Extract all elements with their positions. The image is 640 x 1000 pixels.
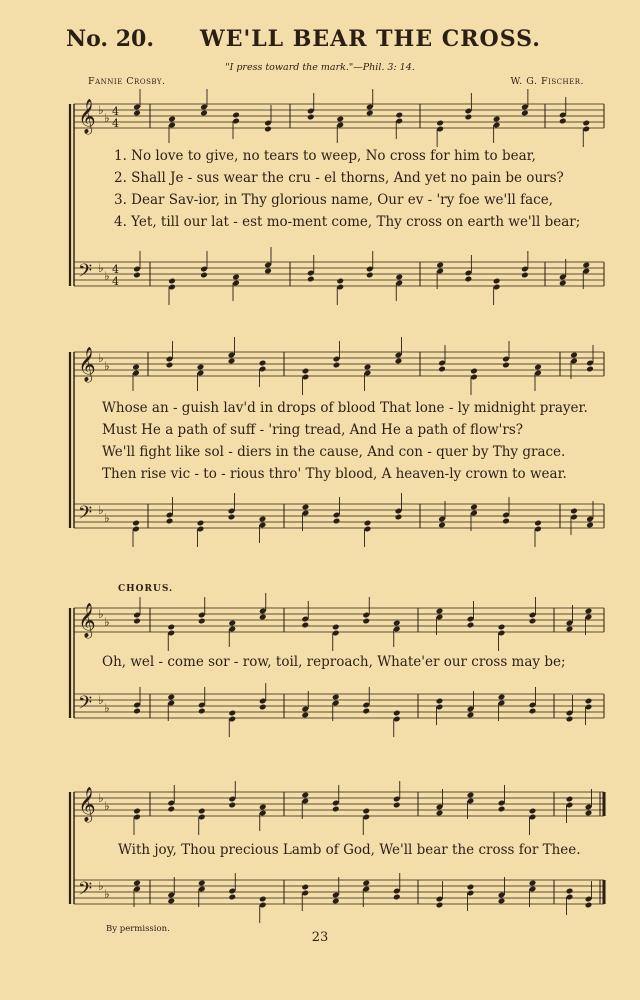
system-3-bass-notehead	[301, 712, 309, 719]
system-1-treble-notehead	[395, 112, 403, 119]
system-1-treble-notehead	[264, 126, 272, 133]
system-2-treble-notehead	[586, 366, 594, 373]
epigraph: "I press toward the mark."—Phil. 3: 14.	[225, 62, 415, 73]
time-sig: 4	[112, 105, 119, 118]
system-1-bass-notehead	[521, 272, 529, 279]
system-3-key-flat: ♭	[98, 693, 104, 707]
system-4-bass-notehead	[259, 896, 267, 903]
system-4-key-flat: ♭	[104, 799, 110, 813]
system-1-bass-notehead	[133, 272, 141, 279]
system-1-key-flat: ♭	[104, 269, 110, 283]
system-2-bass-notehead	[302, 504, 310, 511]
system-3-treble-notehead	[362, 618, 370, 625]
system-1-treble-clef: 𝄞	[78, 99, 96, 134]
system-4-treble-clef: 𝄞	[78, 787, 96, 822]
time-sig: 4	[112, 263, 119, 276]
verse-3-line-2: We'll fight like sol - diers in the cause, And con - quer by Thy grace.	[102, 444, 566, 460]
system-1-bass-notehead	[307, 276, 315, 283]
system-1-key-flat: ♭	[104, 111, 110, 125]
system-3-key-flat: ♭	[98, 607, 104, 621]
system-2-bass-notehead	[259, 516, 267, 523]
system-4-bass-notehead	[529, 880, 537, 887]
system-4-treble-notehead	[467, 792, 475, 799]
system-1-treble-notehead	[232, 112, 240, 119]
system-3-treble-notehead	[498, 624, 506, 631]
system-3-key-flat: ♭	[104, 615, 110, 629]
system-2-treble-notehead	[395, 358, 403, 365]
system-4-treble-notehead	[301, 792, 309, 799]
verse-4-line-2: Then rise vic - to - rious thro' Thy blood, A heaven-ly crown to wear.	[102, 466, 567, 482]
system-3-treble-notehead	[332, 624, 340, 631]
system-1-treble-notehead	[133, 110, 141, 117]
system-1-treble-notehead	[436, 120, 444, 127]
system-2-bass-notehead	[132, 520, 140, 527]
system-2-treble-notehead	[259, 360, 267, 367]
system-4-treble-notehead	[167, 806, 175, 813]
system-2-bass-notehead	[395, 514, 403, 521]
system-1-bass-notehead	[582, 262, 590, 269]
system-3-bass-notehead	[362, 708, 370, 715]
system-2-treble-notehead	[132, 364, 140, 371]
system-2-bass-notehead	[364, 520, 372, 527]
hymn-title: WE'LL BEAR THE CROSS.	[200, 26, 541, 52]
system-3-treble-notehead	[259, 614, 267, 621]
system-2-bass-notehead	[438, 522, 446, 529]
system-1-bass-notehead	[232, 274, 240, 281]
system-1-treble-notehead	[521, 110, 529, 117]
system-2-treble-notehead	[302, 368, 310, 375]
system-1-treble-notehead	[465, 114, 473, 121]
chorus-label: CHORUS.	[118, 584, 174, 594]
hymn-number: No. 20.	[66, 26, 154, 52]
system-3-bass-notehead	[467, 712, 475, 719]
system-2-treble-notehead	[438, 366, 446, 373]
system-4-bass-notehead	[393, 894, 401, 901]
verse-1-line-1: 1. No love to give, no tears to weep, No cross for him to bear,	[114, 148, 536, 164]
system-3-bass-notehead	[498, 694, 506, 701]
verse-2-line-2: Must He a path of suff - 'ring tread, And He a path of flow'rs?	[102, 422, 523, 438]
verse-4-line-1: 4. Yet, till our lat - est mo-ment come, Thy cross on earth we'll bear;	[114, 214, 581, 230]
system-2-treble-notehead	[502, 362, 510, 369]
system-3-treble-notehead	[301, 622, 309, 629]
system-1-bass-notehead	[395, 274, 403, 281]
system-3-bass-notehead	[566, 716, 574, 723]
system-1-bass-notehead	[465, 276, 473, 283]
system-1-key-flat: ♭	[98, 261, 104, 275]
system-3-treble-notehead	[393, 620, 401, 627]
time-sig: 4	[112, 117, 119, 130]
system-2-key-flat: ♭	[104, 511, 110, 525]
system-1-bass-clef: 𝄢	[78, 261, 93, 286]
chorus-line-2: With joy, Thou precious Lamb of God, We'll bear the cross for Thee.	[118, 842, 581, 858]
system-3-treble-notehead	[228, 620, 236, 627]
system-4-bass-notehead	[467, 884, 475, 891]
system-3-bass-clef: 𝄢	[78, 693, 93, 718]
system-4-key-flat: ♭	[104, 887, 110, 901]
permission-note: By permission.	[106, 924, 170, 934]
system-1-treble-notehead	[582, 120, 590, 127]
system-2-treble-notehead	[364, 364, 372, 371]
system-4-bass-notehead	[198, 880, 206, 887]
page-number: 23	[311, 930, 329, 945]
system-3-bass-notehead	[529, 708, 537, 715]
system-4-bass-notehead	[585, 902, 593, 909]
system-1-bass-notehead	[559, 280, 567, 287]
system-4-bass-notehead	[498, 898, 506, 905]
system-1-treble-notehead	[366, 110, 374, 117]
system-3-bass-notehead	[133, 708, 141, 715]
verse-3-line-1: 3. Dear Sav-ior, in Thy glorious name, Our ev - 'ry foe we'll face,	[114, 192, 554, 208]
system-4-treble-notehead	[228, 802, 236, 809]
system-2-bass-notehead	[502, 518, 510, 525]
system-3-bass-notehead	[436, 698, 444, 705]
system-4-treble-notehead	[393, 802, 401, 809]
system-3-bass-notehead	[228, 710, 236, 717]
system-3-treble-clef: 𝄞	[78, 603, 96, 638]
system-3-treble-notehead	[529, 618, 537, 625]
lyricist-credit: Fannie Crosby.	[88, 76, 166, 87]
system-1-treble-notehead	[493, 116, 501, 123]
system-4-bass-notehead	[436, 902, 444, 909]
system-4-treble-notehead	[198, 808, 206, 815]
system-1-bass-notehead	[336, 278, 344, 285]
system-2-bass-notehead	[570, 508, 578, 515]
system-2-key-flat: ♭	[98, 351, 104, 365]
system-2-bass-notehead	[534, 520, 542, 527]
system-3-treble-notehead	[585, 608, 593, 615]
system-1-bass-notehead	[264, 268, 272, 275]
verse-1-line-2: Whose an - guish lav'd in drops of blood That lone - ly midnight prayer.	[102, 400, 588, 416]
system-1-treble-notehead	[559, 118, 567, 125]
system-3-treble-notehead	[198, 618, 206, 625]
system-2-key-flat: ♭	[104, 359, 110, 373]
time-sig: 4	[112, 275, 119, 288]
system-4-bass-notehead	[228, 894, 236, 901]
system-4-treble-notehead	[436, 810, 444, 817]
system-3-treble-notehead	[133, 618, 141, 625]
system-4-bass-notehead	[362, 880, 370, 887]
system-4-bass-notehead	[332, 898, 340, 905]
system-1-bass-notehead	[366, 272, 374, 279]
system-3-treble-notehead	[167, 624, 175, 631]
system-2-bass-notehead	[333, 518, 341, 525]
system-2-treble-notehead	[534, 364, 542, 371]
system-4-treble-notehead	[566, 796, 574, 803]
system-3-bass-notehead	[198, 708, 206, 715]
system-3-bass-notehead	[259, 704, 267, 711]
system-2-treble-notehead	[333, 362, 341, 369]
system-4-treble-notehead	[585, 810, 593, 817]
system-2-bass-notehead	[228, 514, 236, 521]
verse-2-line-1: 2. Shall Je - sus wear the cru - el thorns, And yet no pain be ours?	[114, 170, 564, 186]
system-4-treble-notehead	[498, 806, 506, 813]
system-2-treble-notehead	[470, 368, 478, 375]
system-4-key-flat: ♭	[98, 791, 104, 805]
system-2-bass-notehead	[166, 518, 174, 525]
system-4-treble-notehead	[529, 808, 537, 815]
system-1-bass-notehead	[168, 278, 176, 285]
system-3-key-flat: ♭	[104, 701, 110, 715]
system-4-bass-notehead	[566, 888, 574, 895]
system-1-treble-notehead	[336, 116, 344, 123]
system-1-treble-notehead	[168, 116, 176, 123]
system-3-bass-notehead	[167, 694, 175, 701]
system-4-bass-notehead	[133, 880, 141, 887]
system-2-treble-notehead	[197, 364, 205, 371]
system-4-treble-notehead	[362, 808, 370, 815]
system-2-bass-notehead	[470, 504, 478, 511]
system-1-treble-notehead	[200, 110, 208, 117]
system-1-bass-notehead	[436, 262, 444, 269]
system-2-bass-notehead	[197, 520, 205, 527]
chorus-line-1: Oh, wel - come sor - row, toil, reproach, Whate'er our cross may be;	[102, 654, 566, 670]
system-1-treble-notehead	[307, 114, 315, 121]
composer-credit: W. G. Fischer.	[510, 76, 584, 87]
system-4-bass-notehead	[301, 884, 309, 891]
system-2-bass-clef: 𝄢	[78, 503, 93, 528]
system-2-key-flat: ♭	[98, 503, 104, 517]
system-4-key-flat: ♭	[98, 879, 104, 893]
system-2-treble-notehead	[166, 362, 174, 369]
system-3-treble-notehead	[566, 626, 574, 633]
system-3-treble-notehead	[467, 622, 475, 629]
system-4-bass-clef: 𝄢	[78, 879, 93, 904]
system-2-treble-notehead	[570, 352, 578, 359]
system-2-treble-clef: 𝄞	[78, 347, 96, 382]
system-1-bass-notehead	[493, 278, 501, 285]
system-4-treble-notehead	[332, 806, 340, 813]
system-3-bass-notehead	[393, 710, 401, 717]
system-4-bass-notehead	[167, 898, 175, 905]
system-2-bass-notehead	[586, 522, 594, 529]
system-2-treble-notehead	[228, 358, 236, 365]
system-1-key-flat: ♭	[98, 103, 104, 117]
system-3-treble-notehead	[436, 608, 444, 615]
system-3-bass-notehead	[332, 694, 340, 701]
system-3-bass-notehead	[585, 698, 593, 705]
system-4-treble-notehead	[259, 804, 267, 811]
system-4-treble-notehead	[133, 808, 141, 815]
system-1-bass-notehead	[200, 272, 208, 279]
